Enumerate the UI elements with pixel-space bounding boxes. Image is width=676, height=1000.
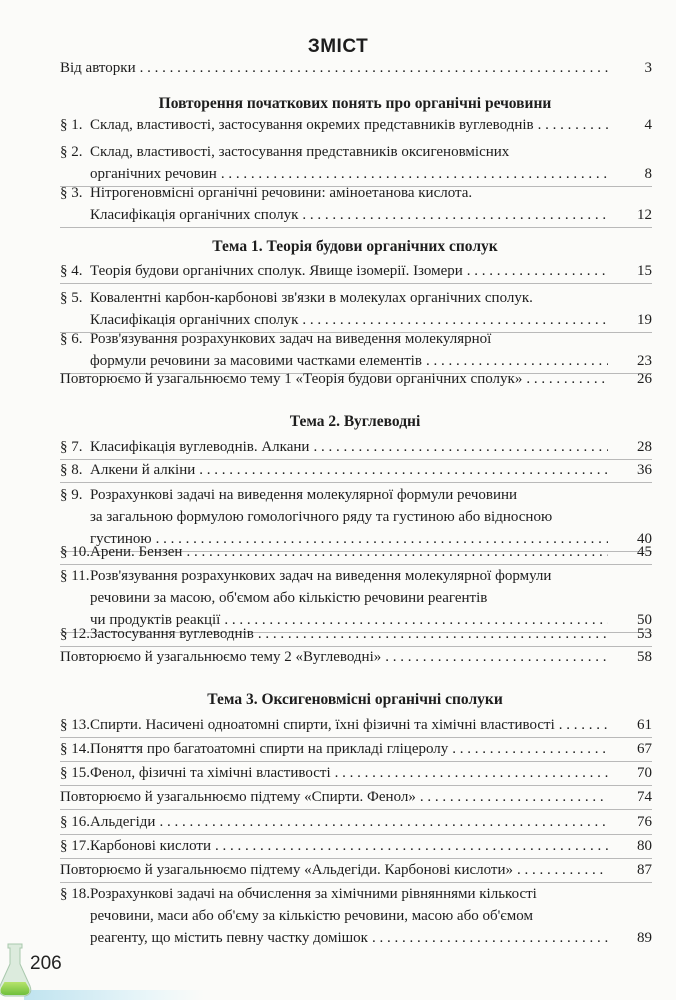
section-heading: Тема 3. Оксигеновмісні органічні сполуки: [207, 691, 503, 708]
toc-entry[interactable]: [60, 260, 652, 282]
toc-entry[interactable]: [60, 738, 652, 760]
entry-title-text: Застосування вуглеводнів: [90, 626, 254, 642]
entry-title-line: [90, 587, 608, 609]
entry-title-line: [60, 368, 608, 390]
toc-entry[interactable]: [60, 786, 652, 808]
entry-title-line: [90, 835, 608, 857]
page-number-ref: 87: [637, 862, 652, 878]
entry-title-text: Склад, властивості, застосування окремих представників вуглеводнів: [90, 117, 534, 133]
entry-title-text: густиною: [90, 531, 152, 547]
entry-title: [90, 623, 608, 645]
toc-entry[interactable]: [60, 436, 652, 458]
entry-title-text: Розв'язування розрахункових задач на виведення молекулярної формули: [90, 568, 552, 584]
page-number-ref: 67: [637, 741, 652, 757]
entry-title-text: чи продуктів реакції: [90, 612, 221, 628]
entry-title-line: [90, 506, 608, 528]
entry-title-text: речовини за масою, об'ємом або кількістю речовини реагентів: [90, 590, 488, 606]
entry-title-line: [90, 565, 608, 587]
toc-entry[interactable]: [60, 141, 652, 185]
section-number: § 17.: [60, 838, 90, 854]
entry-title-line: [60, 859, 608, 881]
page-number-ref: 58: [637, 649, 652, 665]
entry-title: [90, 811, 608, 833]
entry-title-text: Алкени й алкіни: [90, 462, 196, 478]
entry-title-line: [90, 541, 608, 563]
entry-title-line: [90, 287, 608, 309]
entry-title: [60, 786, 608, 808]
entry-title: [60, 57, 608, 79]
entry-title-text: Альдегіди: [90, 814, 156, 830]
entry-title: [90, 141, 608, 185]
entry-title-text: Від авторки: [60, 60, 136, 76]
page-footer: [0, 942, 676, 1000]
page-number-ref: 70: [637, 765, 652, 781]
page-number-ref: 3: [644, 60, 652, 76]
page-number-ref: 61: [637, 717, 652, 733]
section-number: § 16.: [60, 814, 90, 830]
section-heading: Повторення початкових понять про органічні речовини: [158, 95, 552, 112]
entry-title-text: Спирти. Насичені одноатомні спирти, їхні фізичні та хімічні властивості: [90, 717, 555, 733]
toc-entry[interactable]: [60, 368, 652, 390]
toc-entry[interactable]: [60, 459, 652, 481]
entry-separator: [60, 809, 652, 810]
entry-title-text: Склад, властивості, застосування представників оксигеновмісних: [90, 144, 510, 160]
page-number-ref: 15: [637, 263, 652, 279]
entry-title-line: [90, 905, 608, 927]
section-number: § 14.: [60, 741, 90, 757]
page-number-ref: 40: [637, 531, 652, 547]
entry-title-line: [90, 714, 608, 736]
toc-entry[interactable]: [60, 859, 652, 881]
entry-title-text: Повторюємо й узагальнюємо тему 1 «Теорія будови органічних сполук»: [60, 371, 523, 387]
entry-title: [90, 835, 608, 857]
entry-title-text: Повторюємо й узагальнюємо тему 2 «Вуглеводні»: [60, 649, 382, 665]
toc-entry[interactable]: [60, 811, 652, 833]
entry-title: [90, 883, 608, 949]
toc-entry[interactable]: [60, 835, 652, 857]
toc-entry[interactable]: [60, 714, 652, 736]
entry-title-text: Розв'язування розрахункових задач на виведення молекулярної: [90, 331, 492, 347]
entry-title-text: Нітрогеновмісні органічні речовини: аміноетанова кислота.: [90, 185, 473, 201]
entry-title: [90, 436, 608, 458]
entry-title-text: органічних речовин: [90, 166, 217, 182]
entry-title-text: Арени. Бензен: [90, 544, 183, 560]
entry-title-line: [90, 436, 608, 458]
entry-separator: [60, 283, 652, 284]
entry-title-text: Теорія будови органічних сполук. Явище ізомерії. Ізомери: [90, 263, 463, 279]
entry-title: [90, 459, 608, 481]
entry-title-text: формули речовини за масовими частками елементів: [90, 353, 422, 369]
entry-title-line: [90, 260, 608, 282]
entry-title-text: реагенту, що містить певну частку домішок: [90, 930, 368, 946]
page-number-ref: 8: [644, 166, 652, 182]
entry-title: [60, 859, 608, 881]
entry-title: [90, 714, 608, 736]
section-number: § 10.: [60, 544, 90, 560]
toc-entry[interactable]: [60, 646, 652, 668]
toc-entry[interactable]: [60, 762, 652, 784]
entry-title-text: Повторюємо й узагальнюємо підтему «Спирти. Фенол»: [60, 789, 416, 805]
section-number: § 18.: [60, 886, 90, 902]
entry-title-line: [90, 114, 608, 136]
page-number-ref: 23: [637, 353, 652, 369]
entry-title-text: Поняття про багатоатомні спирти на прикладі гліцеролу: [90, 741, 449, 757]
toc-entry[interactable]: [60, 565, 652, 631]
entry-title-text: Повторюємо й узагальнюємо підтему «Альдегіди. Карбонові кислоти»: [60, 862, 514, 878]
entry-separator: [60, 227, 652, 228]
page-number-ref: 26: [637, 371, 652, 387]
entry-title-text: Ковалентні карбон-карбонові зв'язки в молекулах органічних сполук.: [90, 290, 533, 306]
entry-title-line: [90, 204, 608, 226]
entry-title-line: [60, 57, 608, 79]
section-heading: Тема 2. Вуглеводні: [289, 413, 421, 430]
entry-title-text: Розрахункові задачі на обчислення за хімічними рівняннями кількості: [90, 886, 537, 902]
entry-title-line: [90, 623, 608, 645]
section-number: § 12.: [60, 626, 90, 642]
entry-title-line: [60, 646, 608, 668]
toc-entry[interactable]: [60, 182, 652, 226]
entry-title: [90, 182, 608, 226]
section-number: § 6.: [60, 331, 83, 347]
entry-title-text: за загальною формулою гомологічного ряду та густиною або відносною: [90, 509, 553, 525]
page-number-ref: 45: [637, 544, 652, 560]
section-number: § 5.: [60, 290, 83, 306]
section-number: § 15.: [60, 765, 90, 781]
entry-separator: [60, 482, 652, 483]
entry-title-line: [90, 811, 608, 833]
page-number-ref: 80: [637, 838, 652, 854]
page-number-ref: 76: [637, 814, 652, 830]
entry-title: [60, 646, 608, 668]
page-number-ref: 12: [637, 207, 652, 223]
page-number-ref: 50: [637, 612, 652, 628]
page-number-ref: 36: [637, 462, 652, 478]
entry-title-text: Фенол, фізичні та хімічні властивості: [90, 765, 331, 781]
page-number-ref: 74: [637, 789, 652, 805]
entry-title-line: [90, 141, 608, 163]
entry-title-text: Карбонові кислоти: [90, 838, 211, 854]
toc-entry[interactable]: [60, 114, 652, 136]
entry-title: [90, 260, 608, 282]
entry-title-text: Класифікація органічних сполук: [90, 312, 299, 328]
entry-title: [90, 287, 608, 331]
section-number: § 3.: [60, 185, 83, 201]
page-number-ref: 19: [637, 312, 652, 328]
entry-title-line: [90, 328, 608, 350]
toc-entry[interactable]: [60, 623, 652, 645]
section-number: § 7.: [60, 439, 83, 455]
entry-title-line: [90, 484, 608, 506]
entry-title-text: Розрахункові задачі на виведення молекулярної формули речовини: [90, 487, 518, 503]
section-number: § 11.: [60, 568, 90, 584]
entry-title-line: [90, 459, 608, 481]
toc-entry[interactable]: [60, 287, 652, 331]
section-number: § 8.: [60, 462, 83, 478]
entry-title: [90, 565, 608, 631]
entry-title-line: [90, 738, 608, 760]
entry-title-text: речовини, маси або об'єму за кількістю речовини, масою або об'ємом: [90, 908, 533, 924]
toc-entry[interactable]: [60, 541, 652, 563]
entry-title-line: [90, 883, 608, 905]
page-title: ЗМІСТ: [307, 36, 369, 57]
page-number-ref: 53: [637, 626, 652, 642]
entry-title-line: [60, 786, 608, 808]
entry-title: [60, 368, 608, 390]
entry-title: [90, 328, 608, 372]
section-heading: Тема 1. Теорія будови органічних сполук: [212, 238, 498, 255]
toc-entry[interactable]: [60, 328, 652, 372]
toc-entry-intro[interactable]: [60, 57, 652, 79]
page-number: 206: [30, 953, 62, 974]
page-number-ref: 28: [637, 439, 652, 455]
entry-title: [90, 114, 608, 136]
toc-entry[interactable]: [60, 883, 652, 949]
entry-title: [90, 541, 608, 563]
entry-title: [90, 738, 608, 760]
entry-title-line: [90, 762, 608, 784]
page-number-ref: 89: [637, 930, 652, 946]
section-number: § 9.: [60, 487, 83, 503]
section-number: § 13.: [60, 717, 90, 733]
section-number: § 4.: [60, 263, 83, 279]
entry-title-text: Класифікація вуглеводнів. Алкани: [90, 439, 310, 455]
entry-title-text: Класифікація органічних сполук: [90, 207, 299, 223]
section-number: § 1.: [60, 117, 83, 133]
section-number: § 2.: [60, 144, 83, 160]
entry-title-line: [90, 182, 608, 204]
entry-title: [90, 762, 608, 784]
page-number-ref: 4: [644, 117, 652, 133]
